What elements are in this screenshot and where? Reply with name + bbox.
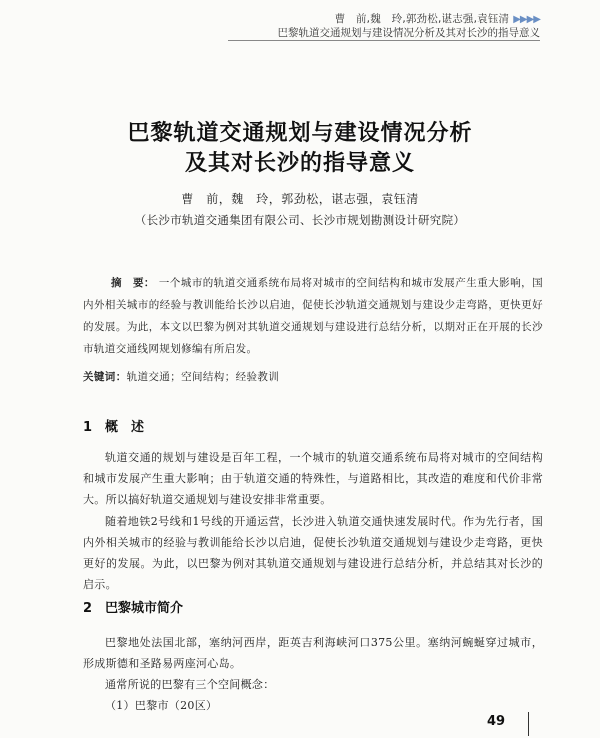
footer-rule [528,712,529,736]
abstract-text: 一个城市的轨道交通系统布局将对城市的空间结构和城市发展产生重大影响，国内外相关城市的经验与教训能给长沙以启迪，促使长沙轨道交通规划与建设少走弯路，更快更好的发展。为此，本文以巴黎为例对其轨道交通规划与建设进行总结分析，以期对正在开展的长沙市轨道交通线网规划修编有所启发。 [83,277,543,355]
abstract-label: 摘 要： [111,277,155,289]
section-heading-overview [83,416,144,435]
article-affiliation: （长沙市轨道交通集团有限公司、长沙市规划勘测设计研究院） [134,213,466,227]
section-heading-paris-intro [83,597,183,616]
article-title-line-2: 及其对长沙的指导意义 [184,151,415,176]
section-title: 概 述 [105,420,145,435]
page-number: 49 [487,714,506,729]
article-title-line-1: 巴黎轨道交通规划与建设情况分析 [127,121,473,146]
paragraph: 随着地铁2号线和1号线的开通运营，长沙进入轨道交通快速发展时代。作为先行者，国内外相关城市的经验与教训能给长沙以启迪，促使长沙轨道交通规划与建设少走弯路，更快更好的发展。为此，以巴黎为例对其轨道交通规划与建设进行总结分析，并总结其对长沙的启示。 [83,515,543,591]
paragraph: 轨道交通的规划与建设是百年工程，一个城市的轨道交通系统布局将对城市的空间结构和城市发展产生重大影响；由于轨道交通的特殊性，与道路相比，其改造的难度和代价非常大。所以搞好轨道交通规划与建设安排非常重要。 [83,451,543,506]
keywords-text: 轨道交通；空间结构；经验教训 [126,371,280,383]
header-rule [228,40,540,41]
section-number: 2 [83,601,93,616]
article-authors: 曹 前，魏 玲，郭劲松，谌志强，袁钰清 [181,192,419,206]
paragraph: （1）巴黎市（20区） [105,699,218,712]
header-authors: 曹 前,魏 玲,郭劲松,谌志强,袁钰清 ▶▶▶▶ [334,13,540,25]
header-running-title: 巴黎轨道交通规划与建设情况分析及其对长沙的指导意义 [277,27,540,39]
paragraph: 巴黎地处法国北部，塞纳河西岸，距英吉利海峡河口375公里。塞纳河蜿蜒穿过城市，形成斯德和圣路易两座河心岛。 [83,636,543,670]
keywords [83,369,279,384]
keywords-label: 关键词： [83,371,127,383]
header-arrows-icon: ▶▶▶▶ [513,14,540,25]
section-title: 巴黎城市简介 [105,601,184,616]
section-number: 1 [83,420,93,435]
abstract [83,272,543,360]
paragraph: 通常所说的巴黎有三个空间概念： [105,678,275,691]
